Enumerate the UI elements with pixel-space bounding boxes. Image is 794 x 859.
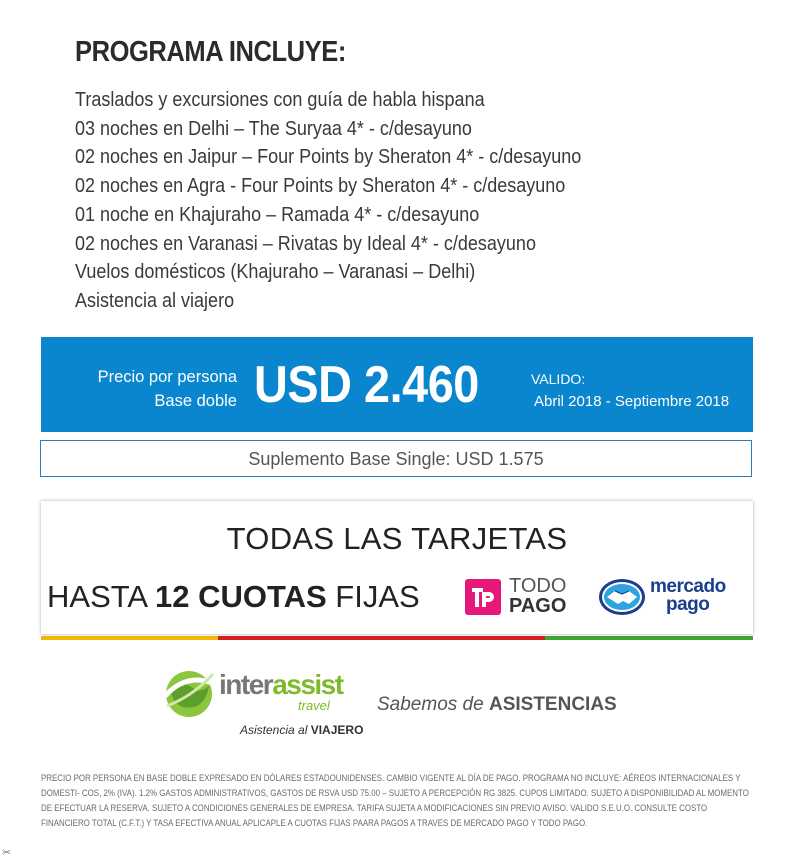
installments-count: 12 CUOTAS — [154, 579, 327, 614]
slogan-italic: Sabemos de — [377, 694, 484, 715]
list-item: 02 noches en Agra - Four Points by Sheraton 4* - c/desayuno — [75, 175, 566, 198]
globe-icon — [163, 666, 217, 722]
valid-label: VALIDO: — [531, 371, 586, 387]
price-banner — [41, 337, 753, 432]
todopago-line1: TODO — [509, 575, 567, 597]
list-item: 02 noches en Varanasi – Rivatas by Ideal 4* - c/desayuno — [75, 232, 536, 255]
interassist-subtitle-bold: VIAJERO — [310, 723, 364, 737]
price-label-line1: Precio por persona — [97, 368, 237, 386]
installments-text — [47, 579, 420, 615]
list-item: Traslados y excursiones con guía de habla hispana — [75, 89, 485, 111]
mercadopago-wordmark — [650, 578, 726, 614]
stripe-green — [545, 636, 753, 640]
legal-disclaimer: PRECIO POR PERSONA EN BASE DOBLE EXPRESADO EN DÓLARES ESTADOUNIDENSES. CAMBIO VIGENTE AL DÍA DE PAGO. PROGRAMA NO INCLUYE: AÉREOS INTERNACIONALES Y DOMESTI- COS, 2% (IVA). 1.2% GASTOS ADMINISTRATIVOS, GASTOS DE RSVA USD 75.00 – SUJETO A PERCEPCIÓN RG 3825. CUPOS LIMITADO. SUJETO A DISPONIBILIDAD AL MOMENTO DE EFECTUAR LA RESERVA. SUJETO A CONDICIONES GENERALES DE EMPRESA. TARIFA SUJETA A MODIFICACIONES SIN PREVIO AVISO. VALIDO S.E.U.O. CONSULTE COSTO FINANCIERO TOTAL (C.F.T.) Y TASA EFECTIVA ANUAL APLICAPLE A CUOTAS FIJAS PAARA PAGOS A TRAVES DE MERCADO PAGO Y TODO PAGO. — [41, 773, 749, 828]
price-label-line2: Base doble — [154, 392, 237, 410]
interassist-part2: assist — [272, 669, 343, 700]
payment-title: TODAS LAS TARJETAS — [226, 521, 568, 556]
interassist-part1: inter — [219, 669, 273, 700]
mercadopago-line2: pago — [666, 594, 710, 615]
price-amount: USD 2.460 — [254, 356, 479, 414]
interassist-subtitle-italic: Asistencia al — [240, 723, 308, 737]
price-label — [98, 365, 237, 413]
scissors-icon: ✂ — [2, 847, 12, 859]
program-title: PROGRAMA INCLUYE: — [75, 36, 346, 68]
interassist-travel: travel — [298, 698, 330, 713]
installments-suffix: FIJAS — [335, 579, 420, 614]
installments-prefix: HASTA — [47, 579, 147, 614]
todopago-line2: PAGO — [509, 595, 567, 617]
list-item: 01 noche en Khajuraho – Ramada 4* - c/desayuno — [75, 203, 480, 226]
valid-dates: Abril 2018 - Septiembre 2018 — [534, 393, 730, 410]
stripe-yellow — [41, 636, 218, 640]
supplement-box — [40, 440, 752, 477]
interassist-wordmark — [219, 669, 343, 701]
list-item: 03 noches en Delhi – The Suryaa 4* - c/desayuno — [75, 117, 472, 140]
handshake-icon — [598, 577, 648, 617]
stripe-red — [218, 636, 545, 640]
supplement-text: Suplemento Base Single: USD 1.575 — [248, 449, 544, 469]
list-item: Asistencia al viajero — [75, 289, 235, 312]
list-item: 02 noches en Jaipur – Four Points by Sheraton 4* - c/desayuno — [75, 146, 582, 169]
interassist-logo — [163, 666, 363, 746]
list-item: Vuelos domésticos (Khajuraho – Varanasi – Delhi) — [75, 261, 476, 284]
payment-box — [41, 501, 753, 634]
todopago-wordmark — [509, 576, 566, 616]
slogan-bold: ASISTENCIAS — [488, 694, 617, 715]
slogan — [377, 694, 617, 716]
todopago-icon — [465, 579, 501, 615]
program-includes-list — [75, 86, 638, 316]
interassist-subtitle — [240, 723, 363, 737]
mercadopago-line1: mercado — [650, 576, 726, 597]
